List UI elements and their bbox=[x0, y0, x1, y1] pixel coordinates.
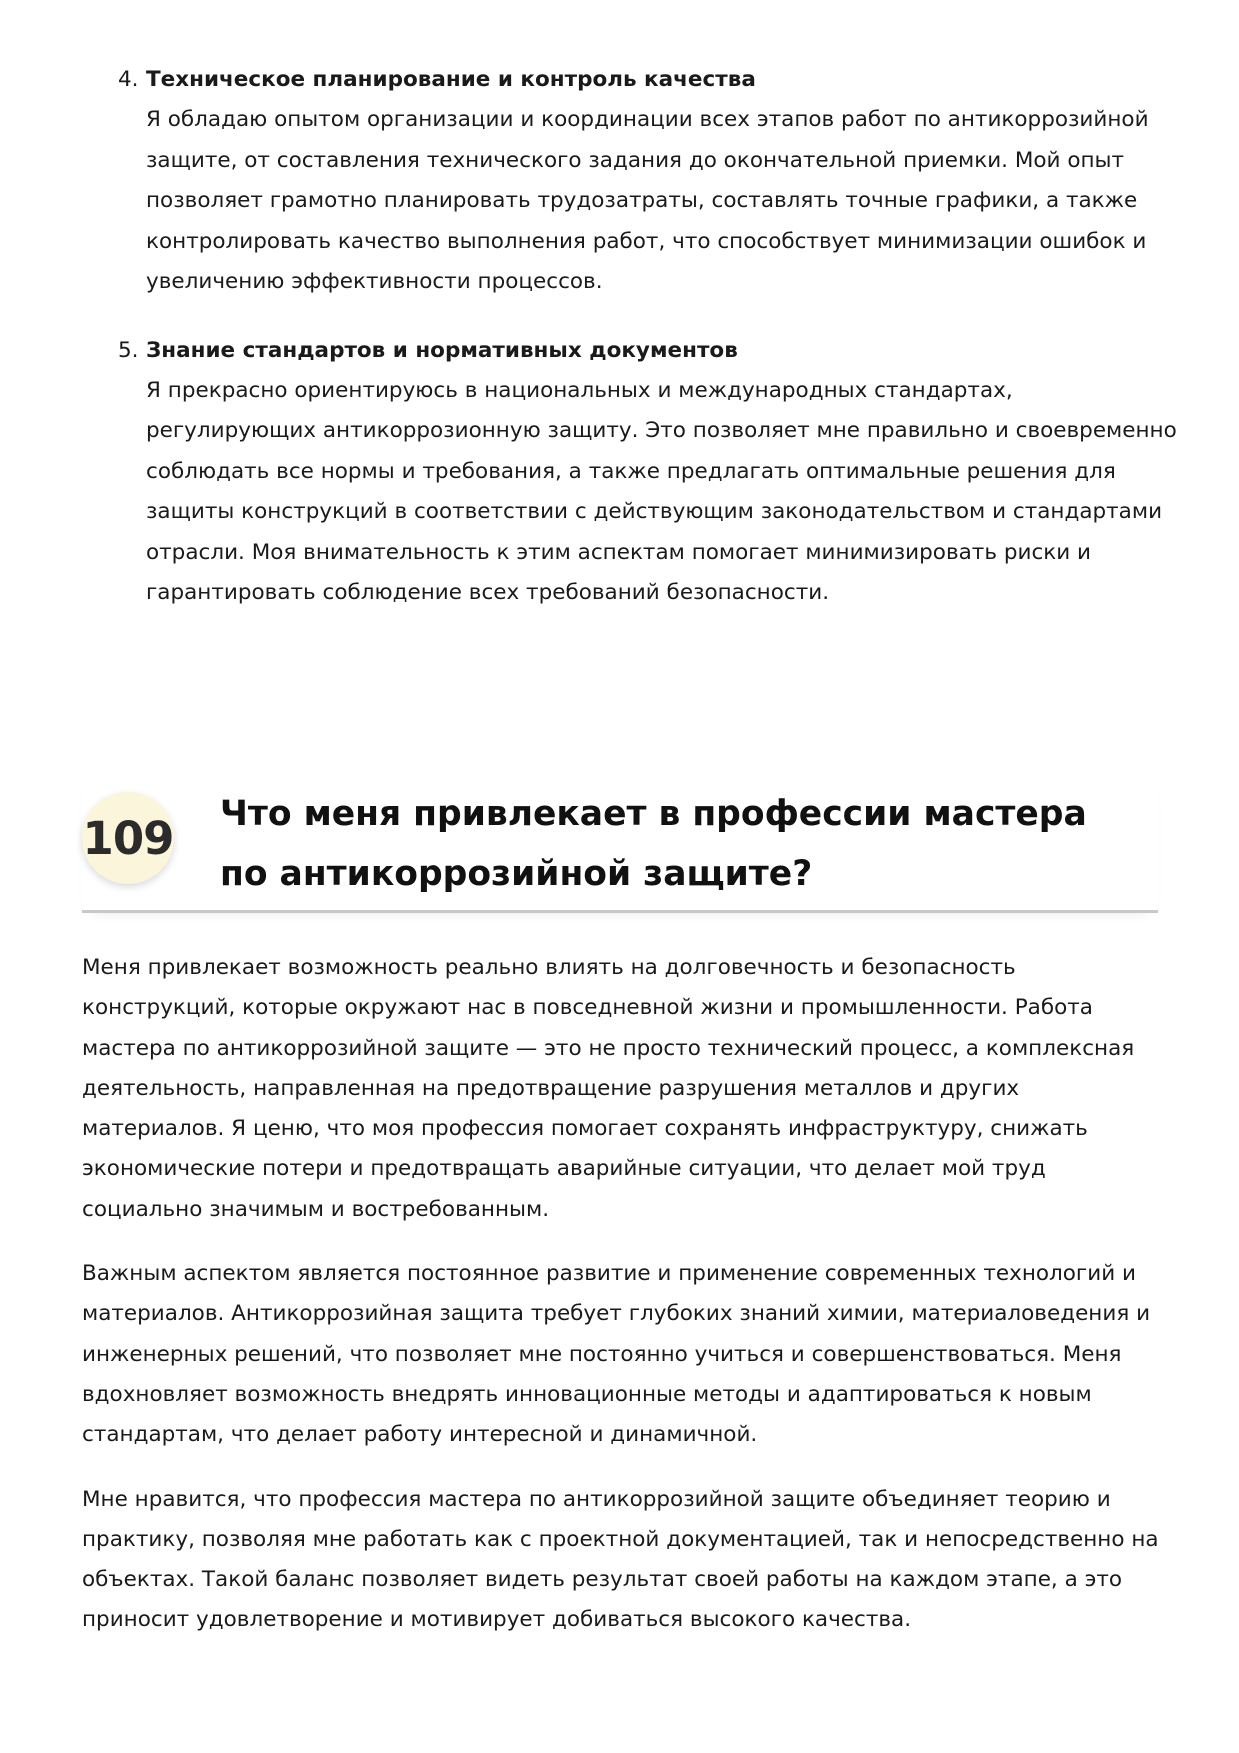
section-number-badge: 109 bbox=[82, 792, 174, 884]
body-paragraph: Мне нравится, что профессия мастера по антикоррозийной защите объединяет теорию и практику, позволяя мне работать как с проектной документацией, так и непосредственно на объектах. Такой баланс позволяет видеть результат своей работы на каждом этапе, а это приносит удовлетворение и мотивирует добиваться высокого качества. bbox=[82, 1486, 1159, 1633]
section-title: Что меня привлекает в профессии мастера по антикоррозийной защите? bbox=[220, 794, 1087, 894]
list-item-title: Знание стандартов и нормативных документов bbox=[146, 337, 738, 363]
list-item bbox=[118, 60, 1178, 303]
section-body bbox=[82, 948, 1167, 1665]
list-item-number: 4. bbox=[118, 67, 139, 92]
list-item-text: Я обладаю опытом организации и координации всех этапов работ по антикоррозийной защите, от составления технического задания до окончательной приемки. Мой опыт позволяет грамотно планировать трудозатраты, составлять точные графики, а также контролировать качество выполнения работ, что способствует минимизации ошибок и увеличению эффективности процессов. bbox=[146, 107, 1149, 294]
list-item bbox=[118, 331, 1178, 614]
numbered-list bbox=[118, 60, 1178, 642]
body-paragraph: Меня привлекает возможность реально влиять на долговечность и безопасность конструкций, которые окружают нас в повседневной жизни и промышленности. Работа мастера по антикоррозийной защите — это не просто технический процесс, а комплексная деятельность, направленная на предотвращение разрушения металлов и других материалов. Я ценю, что моя профессия помогает сохранять инфраструктуру, снижать экономические потери и предотвращать аварийные ситуации, что делает мой труд социально значимым и востребованным. bbox=[82, 955, 1135, 1222]
list-item-text: Я прекрасно ориентируюсь в национальных и международных стандартах, регулирующих антикоррозионную защиту. Это позволяет мне правильно и своевременно соблюдать все нормы и требования, а также предлагать оптимальные решения для защиты конструкций в соответствии с действующим законодательством и стандартами отрасли. Моя внимательность к этим аспектам помогает минимизировать риски и гарантировать соблюдение всех требований безопасности. bbox=[146, 377, 1177, 605]
body-paragraph: Важным аспектом является постоянное развитие и применение современных технологий и материалов. Антикоррозийная защита требует глубоких знаний химии, материаловедения и инженерных решений, что позволяет мне постоянно учиться и совершенствоваться. Меня вдохновляет возможность внедрять инновационные методы и адаптироваться к новым стандартам, что делает работу интересной и динамичной. bbox=[82, 1261, 1151, 1448]
section-heading bbox=[82, 778, 1158, 913]
list-item-title: Техническое планирование и контроль качества bbox=[146, 67, 756, 92]
list-item-number: 5. bbox=[118, 337, 139, 363]
